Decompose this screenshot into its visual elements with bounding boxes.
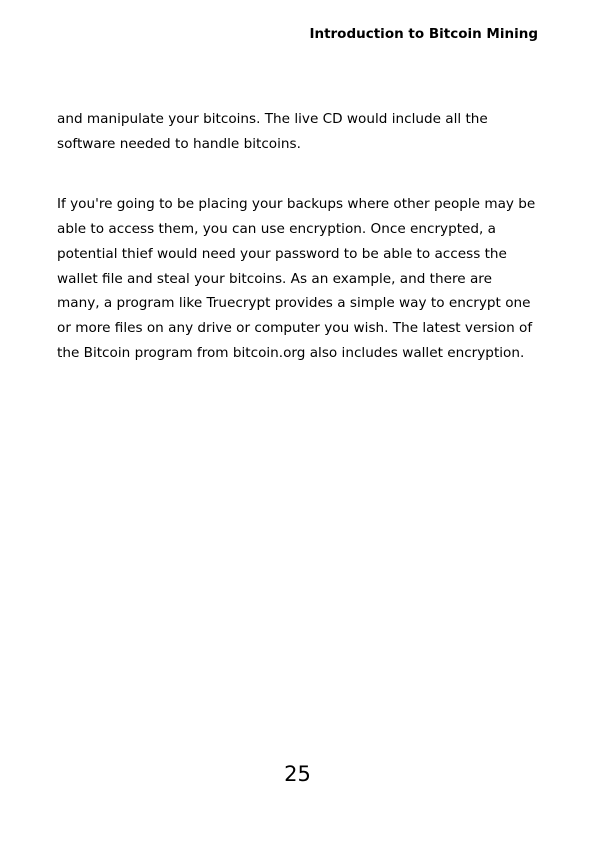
- body-text: [57, 107, 537, 365]
- page-number: 25: [284, 762, 311, 786]
- paragraph: and manipulate your bitcoins. The live CD would include all the software needed to handle bitcoins.: [57, 111, 488, 152]
- running-header-title: Introduction to Bitcoin Mining: [309, 26, 538, 42]
- paragraph: If you're going to be placing your backups where other people may be able to access them, you can use encryption. Once encrypted, a potential thief would need your password to be able to access the wallet file and steal your bitcoins. As an example, and there are many, a program like Truecrypt provides a simple way to encrypt one or more files on any drive or computer you wish. The latest version of the Bitcoin program from bitcoin.org also includes wallet encryption.: [57, 196, 536, 361]
